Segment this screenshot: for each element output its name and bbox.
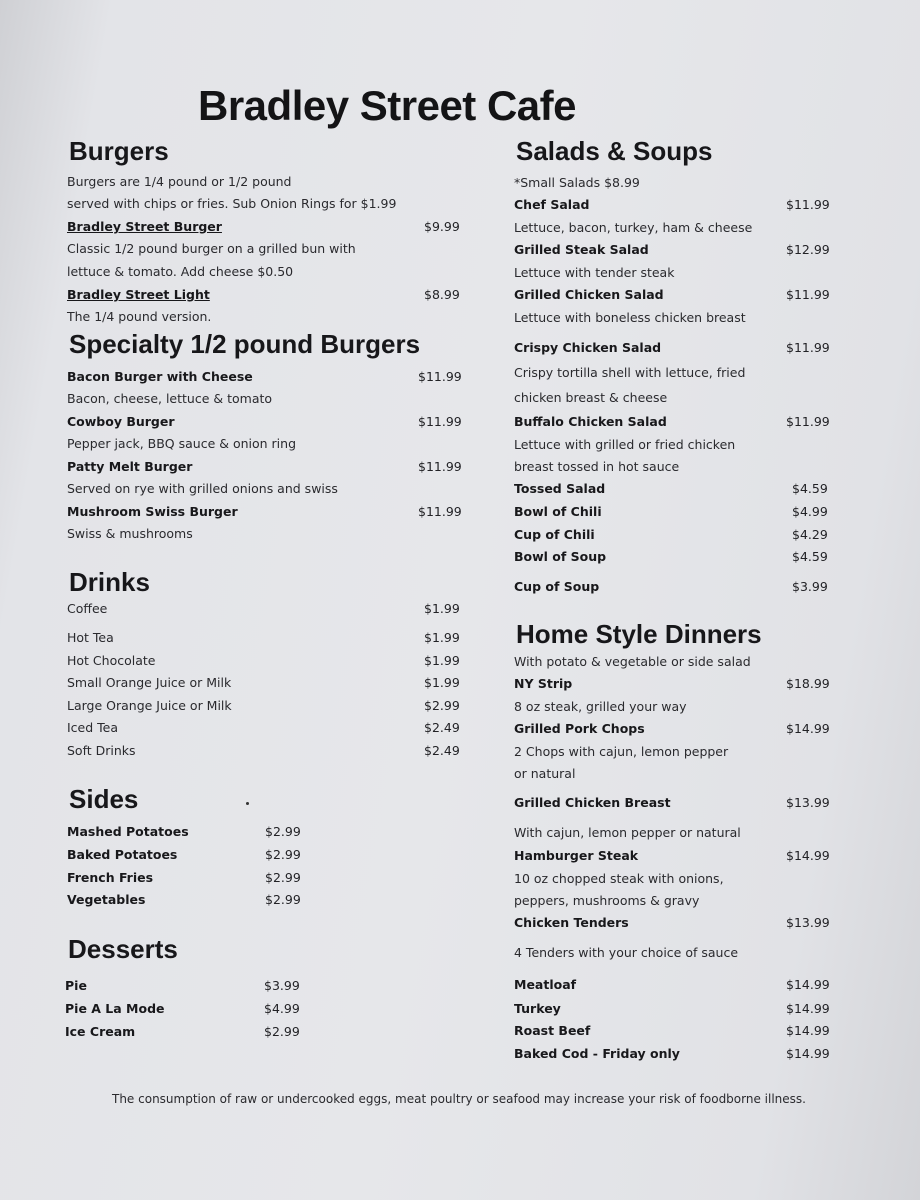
item-price: $4.29 bbox=[792, 527, 828, 542]
item-name: Cup of Soup bbox=[514, 579, 600, 594]
item-price: $3.99 bbox=[792, 579, 828, 594]
item-name: Bradley Street Light bbox=[67, 287, 210, 302]
item-description: lettuce & tomato. Add cheese $0.50 bbox=[67, 264, 294, 279]
item-description: With cajun, lemon pepper or natural bbox=[514, 825, 741, 840]
item-price: $4.99 bbox=[792, 504, 828, 519]
item-description: 8 oz steak, grilled your way bbox=[514, 699, 687, 714]
item-description: Crispy tortilla shell with lettuce, fried bbox=[514, 365, 746, 380]
item-name: Roast Beef bbox=[514, 1023, 591, 1038]
item-description: Lettuce with boneless chicken breast bbox=[514, 310, 746, 325]
item-name: French Fries bbox=[67, 870, 154, 885]
item-description: Served on rye with grilled onions and swiss bbox=[67, 481, 338, 496]
desserts-heading: Desserts bbox=[68, 934, 178, 964]
item-name: Ice Cream bbox=[65, 1024, 136, 1039]
item-price: $11.99 bbox=[418, 459, 462, 474]
item-price: $14.99 bbox=[786, 1046, 830, 1061]
item-name: Grilled Chicken Breast bbox=[514, 795, 671, 810]
burgers-intro-line2: served with chips or fries. Sub Onion Rings for $1.99 bbox=[67, 196, 397, 211]
item-name: Mashed Potatoes bbox=[67, 824, 189, 839]
item-price: $11.99 bbox=[786, 414, 830, 429]
item-description: 10 oz chopped steak with onions, bbox=[514, 871, 724, 886]
item-name: Pie A La Mode bbox=[65, 1001, 165, 1016]
item-description: Pepper jack, BBQ sauce & onion ring bbox=[67, 436, 297, 451]
item-name: NY Strip bbox=[514, 676, 573, 691]
item-price: $2.99 bbox=[265, 892, 301, 907]
item-description: Bacon, cheese, lettuce & tomato bbox=[67, 391, 273, 406]
item-price: $2.99 bbox=[265, 847, 301, 862]
item-name: Chef Salad bbox=[514, 197, 590, 212]
item-name: Buffalo Chicken Salad bbox=[514, 414, 667, 429]
item-price: $12.99 bbox=[786, 242, 830, 257]
salads-note: *Small Salads $8.99 bbox=[514, 175, 640, 190]
item-name: Crispy Chicken Salad bbox=[514, 340, 662, 355]
item-price: $2.99 bbox=[265, 870, 301, 885]
item-price: $13.99 bbox=[786, 795, 830, 810]
item-name: Hamburger Steak bbox=[514, 848, 639, 863]
item-description: Swiss & mushrooms bbox=[67, 526, 193, 541]
item-description: chicken breast & cheese bbox=[514, 390, 668, 405]
item-price: $1.99 bbox=[424, 601, 460, 616]
item-name: Grilled Chicken Salad bbox=[514, 287, 664, 302]
item-name: Bowl of Soup bbox=[514, 549, 607, 564]
stray-dot bbox=[246, 802, 249, 805]
item-description: breast tossed in hot sauce bbox=[514, 459, 680, 474]
salads-heading: Salads & Soups bbox=[516, 136, 713, 166]
item-name: Bowl of Chili bbox=[514, 504, 602, 519]
item-description: The 1/4 pound version. bbox=[67, 309, 212, 324]
health-disclaimer: The consumption of raw or undercooked eggs, meat poultry or seafood may increase your risk of foodborne illness. bbox=[112, 1092, 806, 1106]
item-price: $14.99 bbox=[786, 1023, 830, 1038]
item-description: or natural bbox=[514, 766, 576, 781]
item-name: Soft Drinks bbox=[67, 743, 136, 758]
item-price: $2.49 bbox=[424, 720, 460, 735]
item-description: 4 Tenders with your choice of sauce bbox=[514, 945, 739, 960]
item-description: Lettuce with tender steak bbox=[514, 265, 675, 280]
item-price: $11.99 bbox=[786, 197, 830, 212]
item-price: $2.49 bbox=[424, 743, 460, 758]
item-name: Grilled Pork Chops bbox=[514, 721, 645, 736]
item-name: Large Orange Juice or Milk bbox=[67, 698, 232, 713]
item-name: Iced Tea bbox=[67, 720, 119, 735]
item-price: $8.99 bbox=[424, 287, 460, 302]
item-name: Chicken Tenders bbox=[514, 915, 629, 930]
page-title: Bradley Street Cafe bbox=[198, 82, 576, 129]
dinners-intro: With potato & vegetable or side salad bbox=[514, 654, 751, 669]
item-name: Meatloaf bbox=[514, 977, 577, 992]
item-description: 2 Chops with cajun, lemon pepper bbox=[514, 744, 729, 759]
drinks-heading: Drinks bbox=[69, 567, 150, 597]
item-price: $11.99 bbox=[418, 414, 462, 429]
item-price: $13.99 bbox=[786, 915, 830, 930]
item-price: $11.99 bbox=[786, 287, 830, 302]
item-name: Vegetables bbox=[67, 892, 146, 907]
item-name: Patty Melt Burger bbox=[67, 459, 193, 474]
item-name: Pie bbox=[65, 978, 87, 993]
item-name: Baked Potatoes bbox=[67, 847, 178, 862]
item-name: Mushroom Swiss Burger bbox=[67, 504, 238, 519]
item-description: Lettuce with grilled or fried chicken bbox=[514, 437, 736, 452]
item-price: $2.99 bbox=[264, 1024, 300, 1039]
sides-heading: Sides bbox=[69, 784, 139, 814]
item-price: $1.99 bbox=[424, 630, 460, 645]
item-price: $14.99 bbox=[786, 977, 830, 992]
item-price: $1.99 bbox=[424, 675, 460, 690]
item-name: Hot Chocolate bbox=[67, 653, 156, 668]
item-name: Small Orange Juice or Milk bbox=[67, 675, 232, 690]
item-name: Hot Tea bbox=[67, 630, 114, 645]
item-price: $4.59 bbox=[792, 549, 828, 564]
item-description: peppers, mushrooms & gravy bbox=[514, 893, 700, 908]
item-price: $14.99 bbox=[786, 848, 830, 863]
item-price: $3.99 bbox=[264, 978, 300, 993]
item-name: Bradley Street Burger bbox=[67, 219, 222, 234]
item-price: $11.99 bbox=[786, 340, 830, 355]
item-name: Bacon Burger with Cheese bbox=[67, 369, 253, 384]
item-price: $4.59 bbox=[792, 481, 828, 496]
item-price: $14.99 bbox=[786, 1001, 830, 1016]
item-price: $11.99 bbox=[418, 504, 462, 519]
burgers-intro-line1: Burgers are 1/4 pound or 1/2 pound bbox=[67, 174, 292, 189]
burgers-heading: Burgers bbox=[69, 136, 169, 166]
item-price: $2.99 bbox=[265, 824, 301, 839]
item-price: $18.99 bbox=[786, 676, 830, 691]
item-price: $9.99 bbox=[424, 219, 460, 234]
specialty-heading: Specialty 1/2 pound Burgers bbox=[69, 329, 421, 359]
dinners-heading: Home Style Dinners bbox=[516, 619, 762, 649]
item-description: Lettuce, bacon, turkey, ham & cheese bbox=[514, 220, 753, 235]
item-price: $11.99 bbox=[418, 369, 462, 384]
item-name: Turkey bbox=[514, 1001, 561, 1016]
item-name: Coffee bbox=[67, 601, 108, 616]
item-price: $1.99 bbox=[424, 653, 460, 668]
item-name: Baked Cod - Friday only bbox=[514, 1046, 680, 1061]
item-price: $14.99 bbox=[786, 721, 830, 736]
item-price: $4.99 bbox=[264, 1001, 300, 1016]
item-name: Cowboy Burger bbox=[67, 414, 175, 429]
item-description: Classic 1/2 pound burger on a grilled bun with bbox=[67, 241, 356, 256]
item-price: $2.99 bbox=[424, 698, 460, 713]
item-name: Grilled Steak Salad bbox=[514, 242, 649, 257]
item-name: Tossed Salad bbox=[514, 481, 606, 496]
item-name: Cup of Chili bbox=[514, 527, 595, 542]
